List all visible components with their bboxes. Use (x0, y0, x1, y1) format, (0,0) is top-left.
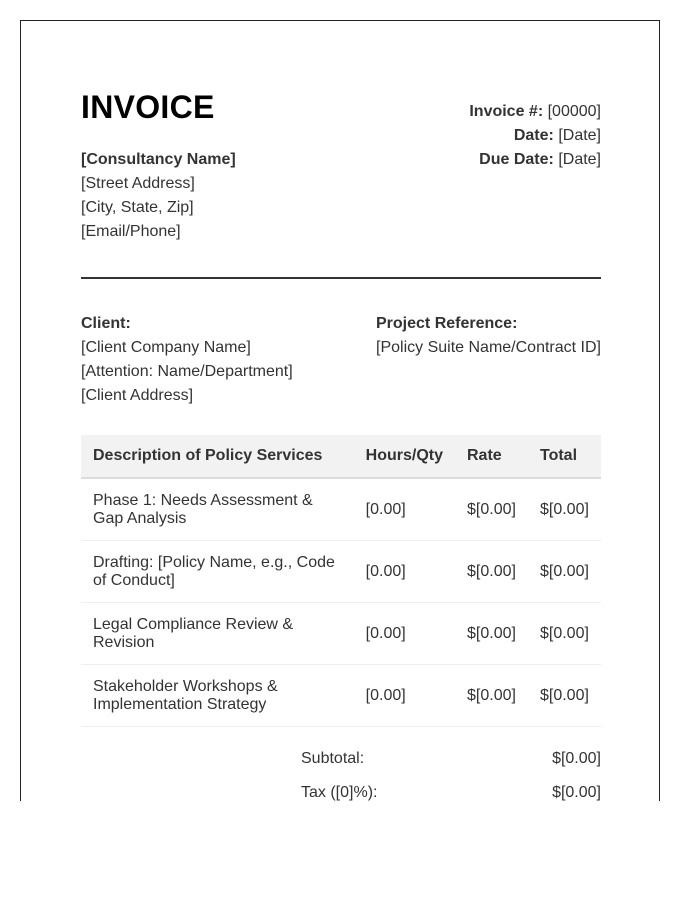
project-label: Project Reference: (376, 315, 518, 332)
table-row (81, 603, 601, 665)
row-hours-qty: [0.00] (354, 665, 455, 727)
row-description: Phase 1: Needs Assessment & Gap Analysis (81, 478, 354, 541)
table-row (81, 541, 601, 603)
client-attention: [Attention: Name/Department] (81, 363, 293, 380)
consultancy-name: [Consultancy Name] (81, 151, 236, 168)
subtotal-label: Subtotal: (301, 750, 365, 767)
row-hours-qty: [0.00] (354, 478, 455, 541)
row-total: $[0.00] (528, 603, 601, 665)
row-rate: $[0.00] (455, 603, 528, 665)
email-phone: [Email/Phone] (81, 223, 181, 240)
totals-block (301, 747, 601, 815)
client-address: [Client Address] (81, 387, 194, 404)
row-total: $[0.00] (528, 665, 601, 727)
invoice-date-row (469, 124, 601, 148)
row-description: Stakeholder Workshops & Implementation Strategy (81, 665, 354, 727)
header-divider (81, 277, 601, 279)
invoice-date-value: [Date] (558, 127, 601, 144)
row-rate: $[0.00] (455, 665, 528, 727)
sender-block (81, 148, 236, 244)
project-value: [Policy Suite Name/Contract ID] (376, 339, 601, 356)
street-address: [Street Address] (81, 175, 195, 192)
tax-value: $[0.00] (552, 784, 601, 801)
client-company: [Client Company Name] (81, 339, 251, 356)
table-row (81, 478, 601, 541)
invoice-number-label: Invoice #: (469, 103, 544, 120)
client-label: Client: (81, 315, 131, 332)
invoice-date-label: Date: (513, 127, 554, 144)
row-description: Legal Compliance Review & Revision (81, 603, 354, 665)
header-total: Total (528, 435, 601, 478)
subtotal-value: $[0.00] (552, 750, 601, 767)
invoice-number-value: [00000] (547, 103, 601, 120)
invoice-number-row (469, 100, 601, 124)
subtotal-row (301, 747, 601, 781)
client-block (81, 312, 293, 408)
invoice-meta (469, 100, 601, 172)
row-total: $[0.00] (528, 541, 601, 603)
invoice-title: INVOICE (81, 89, 215, 125)
row-description: Drafting: [Policy Name, e.g., Code of Conduct] (81, 541, 354, 603)
services-table (81, 435, 601, 727)
invoice-page (20, 20, 660, 801)
header-hours-qty: Hours/Qty (354, 435, 455, 478)
table-header-row (81, 435, 601, 478)
due-date-value: [Date] (558, 151, 601, 168)
row-rate: $[0.00] (455, 541, 528, 603)
row-total: $[0.00] (528, 478, 601, 541)
table-row (81, 665, 601, 727)
tax-row (301, 781, 601, 815)
row-hours-qty: [0.00] (354, 541, 455, 603)
due-date-label: Due Date: (479, 151, 554, 168)
header-description: Description of Policy Services (81, 435, 354, 478)
row-rate: $[0.00] (455, 478, 528, 541)
row-hours-qty: [0.00] (354, 603, 455, 665)
due-date-row (469, 148, 601, 172)
tax-label: Tax ([0]%): (301, 784, 378, 801)
city-state-zip: [City, State, Zip] (81, 199, 194, 216)
project-block (376, 312, 601, 360)
header-rate: Rate (455, 435, 528, 478)
